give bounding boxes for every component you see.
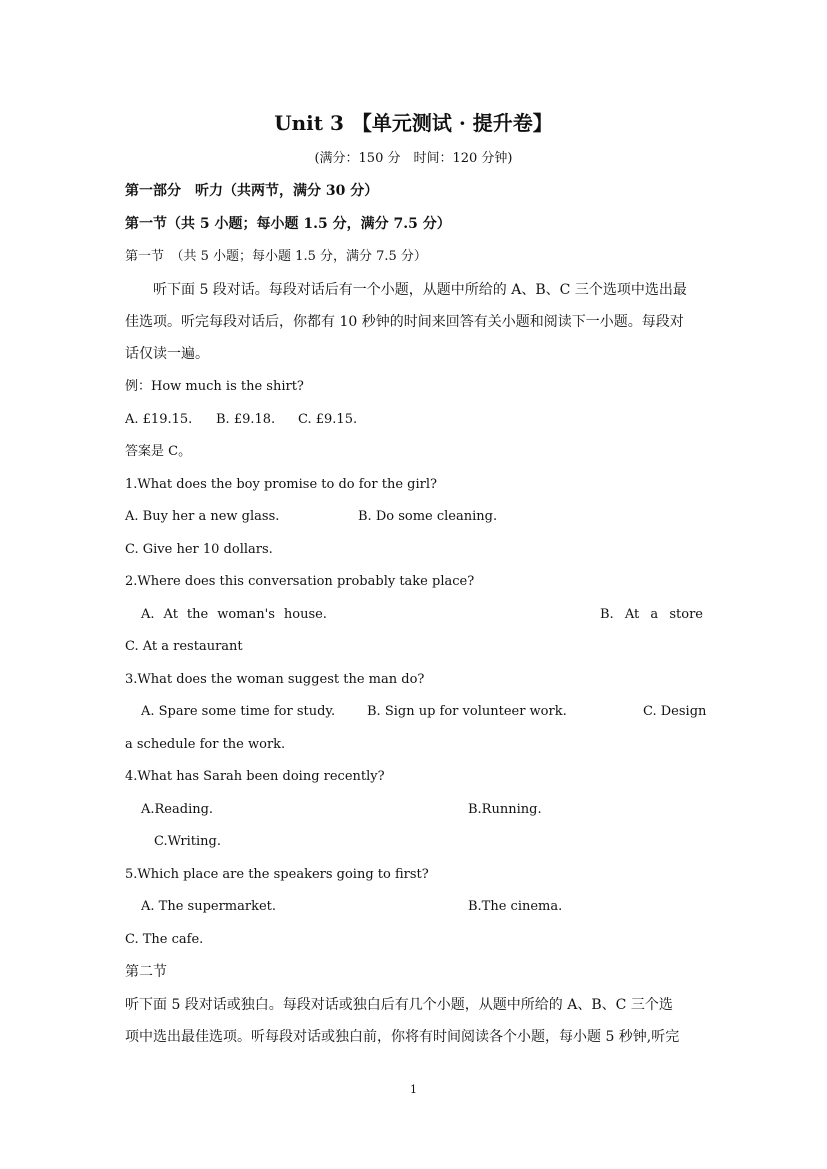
q2-option-b (600, 607, 703, 623)
q3-option-b: B. Sign up for volunteer work. (367, 704, 567, 719)
q2-options-row (141, 607, 703, 623)
title-text: 【单元测试 · 提升卷】 (351, 111, 553, 135)
example-question: 例：How much is the shirt? (125, 379, 304, 394)
q2-a-word: house. (283, 607, 327, 622)
q5-option-a: A. The supermarket. (141, 899, 277, 914)
q2-b-word: At (624, 607, 640, 622)
q2-a-word: At (163, 607, 178, 622)
q3-stem: 3.What does the woman suggest the man do? (125, 672, 425, 687)
q5-option-c: C. The cafe. (125, 932, 204, 947)
q1-option-a: A. Buy her a new glass. (125, 509, 280, 524)
q4-option-a: A.Reading. (141, 802, 214, 817)
q3-option-c-cont: a schedule for the work. (125, 737, 286, 752)
q2-a-word: woman's (217, 607, 275, 622)
q2-b-word: B. (600, 607, 614, 622)
q2-b-word: a (650, 607, 659, 622)
q5-stem: 5.Which place are the speakers going to first? (125, 867, 429, 882)
instruction-line3: 话仅读一遍。 (125, 346, 209, 362)
q5-option-b: B.The cinema. (468, 899, 563, 914)
unit-label: Unit 3 (274, 111, 344, 135)
example-answer: 答案是 C。 (125, 444, 192, 459)
q2-a-word: A. (141, 607, 155, 622)
instruction-line1: 听下面 5 段对话。每段对话后有一个小题，从题中所给的 A、B、C 三个选项中选出最 (153, 282, 687, 298)
section2-line2: 项中选出最佳选项。听每段对话或独白前，你将有时间阅读各个小题，每小题 5 秒钟,听完 (125, 1029, 680, 1045)
q2-option-c: C. At a restaurant (125, 639, 243, 654)
page-number: 1 (410, 1083, 417, 1096)
q3-option-a: A. Spare some time for study. (141, 704, 336, 719)
q2-option-a (141, 607, 327, 623)
q2-b-word: store (669, 607, 703, 622)
q4-option-c: C.Writing. (154, 834, 221, 849)
q2-a-word: the (186, 607, 209, 622)
q1-option-c: C. Give her 10 dollars. (125, 542, 273, 557)
example-option-b: B. £9.18. (216, 412, 276, 427)
q1-stem: 1.What does the boy promise to do for the girl? (125, 477, 437, 492)
section1-repeat: 第一节 （共 5 小题；每小题 1.5 分，满分 7.5 分） (125, 249, 427, 264)
q4-option-b: B.Running. (468, 802, 542, 817)
q3-option-c: C. Design (643, 704, 707, 719)
q4-stem: 4.What has Sarah been doing recently? (125, 769, 385, 784)
section2-heading: 第二节 (125, 964, 167, 980)
example-option-a: A. £19.15. (125, 412, 193, 427)
section2-line1: 听下面 5 段对话或独白。每段对话或独白后有几个小题，从题中所给的 A、B、C 三个选 (125, 997, 673, 1013)
score-time-info: (满分：150 分 时间：120 分钟) (314, 151, 513, 166)
q1-option-b: B. Do some cleaning. (358, 509, 498, 524)
section1-heading: 第一节（共 5 小题；每小题 1.5 分，满分 7.5 分） (125, 216, 451, 232)
instruction-line2: 佳选项。听完每段对话后，你都有 10 秒钟的时间来回答有关小题和阅读下一小题。每段对 (125, 314, 684, 330)
example-option-c: C. £9.15. (298, 412, 358, 427)
q2-stem: 2.Where does this conversation probably take place? (125, 574, 475, 589)
part1-heading: 第一部分 听力（共两节，满分 30 分） (125, 183, 379, 199)
page-title (0, 111, 827, 135)
